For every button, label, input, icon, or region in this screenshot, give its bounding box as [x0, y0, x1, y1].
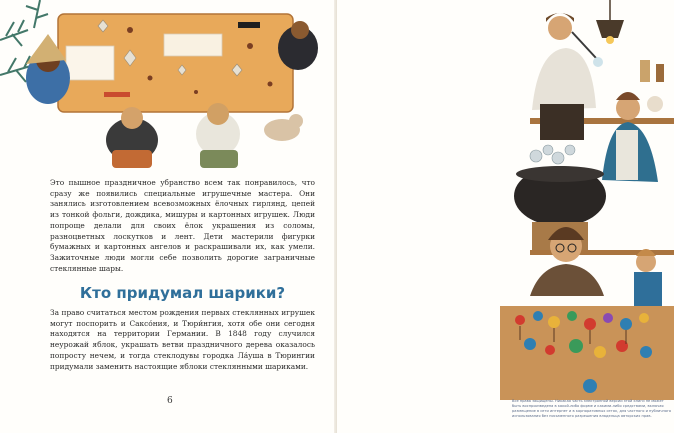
- body-paragraph: За право считаться местом рождения первых стеклянных игрушек могут поспорить и Саксо́ния, и Тюри́нгия, хотя обе они сегодня находятся на территории Германии. В 1848 году случился неурожай яблок, украшать ветви праздничного дерева оказалось попросту нечем, и тогда стеклодувы городка Ла́уша в Тюрингии придумали заменить настоящие яблоки стеклянными шариками.: [50, 308, 315, 371]
- copyright-caption: Все права защищены. Никакая часть электронной версии этой книги не может быть воспроизведена в какой-либо форме и какими-либо средствами, включая размещение в сети интернет и в корпоративных сетях, для частного и публичного использования без письменного разрешения владельца авторских прав.: [512, 399, 672, 418]
- body-paragraph: Это пышное праздничное убранство всем так понравилось, что сразу же появились специальные игрушечные мастера. Они занялись изготовлением всевозможных ёлочных гирлянд, цепей из тонкой фольги, дождика, мишуры и картонных игрушек. Люди попроще делали для своих ёлок украшения из соломы, разноцветных лоскутков и лент. Дети мастерили фигурки бумажных и картонных ангелов и раскрашивали их, как умели. Зажиточные люди могли себе позволить дорогие заграничные стеклянные шары.: [50, 178, 315, 273]
- illustration-craft-table: [0, 0, 337, 172]
- page-number: 6: [167, 396, 173, 406]
- section-heading: Кто придумал шарики?: [79, 284, 286, 302]
- illustration-glassblowers: [490, 0, 674, 433]
